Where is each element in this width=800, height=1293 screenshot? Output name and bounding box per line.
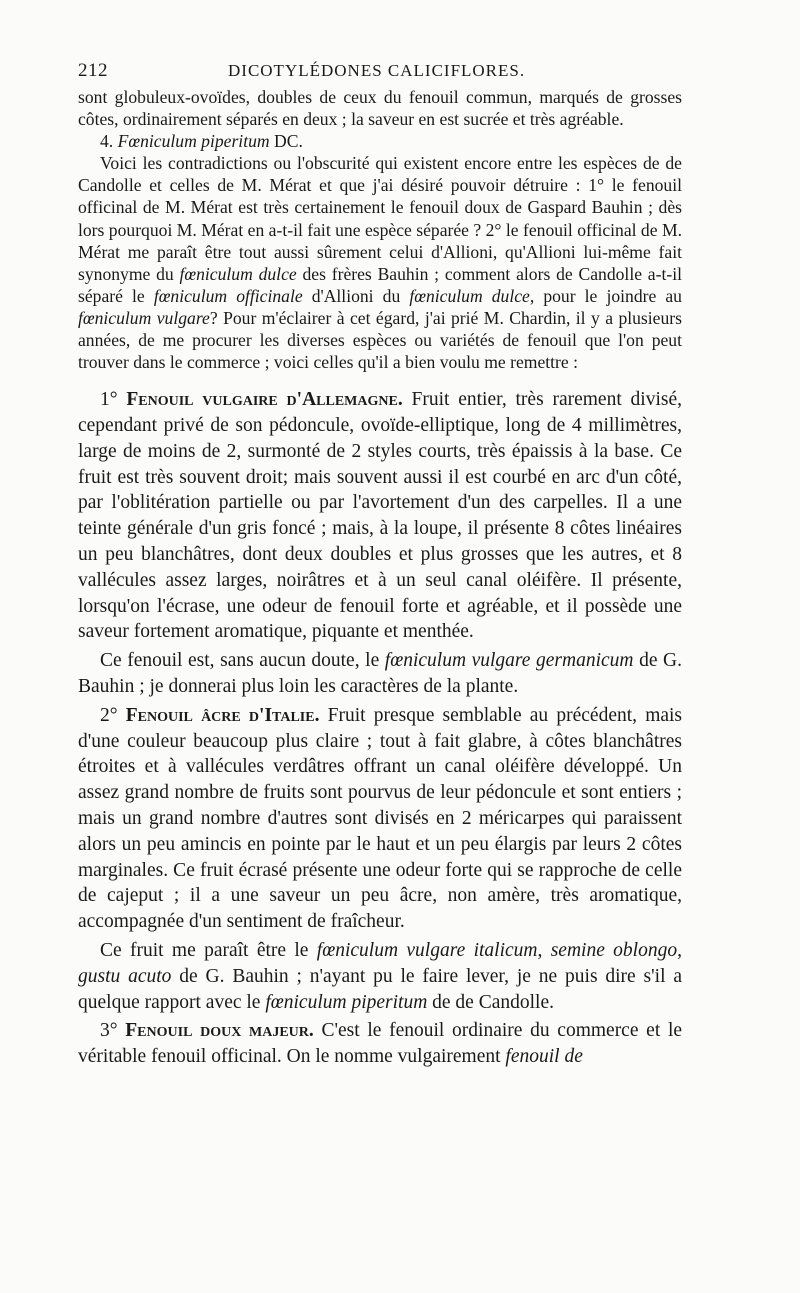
text-run: , pour le joindre au [529, 285, 682, 306]
text-run: Fruit presque semblable au précédent, mais d'une couleur beaucoup plus claire ; tout à fait glabre, à côtes blanchâtres étroites et à vallécules verdâtres offrant un canal oléifère développé. Un assez grand nombre de fruits sont pourvus de leur pédoncule et sont entiers ; mais un grand nombre d'autres sont divisés en 2 méricarpes qui paraissent alors un peu amincis en pointe par le haut et un peu élargis par leurs 2 côtes marginales. Ce fruit écrasé présente une odeur forte qui se rapproche de celle de cajeput ; il a une saveur un peu âcre, non amère, très aromatique, accompagnée d'un sentiment de fraîcheur. [78, 704, 683, 933]
latin-name: fœniculum officinale [153, 285, 303, 306]
section-title: DICOTYLÉDONES CALICIFLORES. [228, 61, 526, 80]
item-number: 2° [100, 704, 118, 726]
text-run: ? Pour m'éclairer à cet égard, j'ai prié M. Chardin, il y a plusieurs années, de me procurer les diverses espèces ou variétés de fenouil que l'on peut trouver dans le commerce ; voici celles qu'il a bien voulu me remettre : [78, 307, 682, 373]
species-name: Fœniculum piperitum [117, 131, 270, 152]
species-number: 4. [100, 131, 114, 152]
latin-name: fœniculum vulgare germanicum [384, 650, 634, 672]
text-run: Ce fenouil est, sans aucun doute, le [100, 650, 385, 672]
paragraph-contradictions [78, 152, 682, 373]
small-print-block [78, 86, 682, 373]
text-run: d'Allioni du [302, 285, 410, 306]
item-heading: Fenouil âcre d'Italie. [125, 704, 320, 726]
paragraph-continued: sont globuleux-ovoïdes, doubles de ceux du fenouil commun, marqués de grosses côtes, ordinairement séparés en deux ; la saveur en est sucrée et très agréable. [78, 87, 682, 130]
item-number: 3° [100, 1020, 118, 1042]
paragraph-fenouil-vulgaire [78, 387, 682, 645]
latin-name: fœniculum dulce [179, 263, 297, 284]
text-run: Ce fruit me paraît être le [100, 939, 317, 961]
text-run: de G. Bauhin ; n'ayant pu le faire lever, je ne puis dire s'il a quelque rapport avec le [78, 965, 682, 1013]
species-author: DC. [274, 131, 303, 152]
text-run: Fruit entier, très rarement divisé, cependant privé de son pédoncule, ovoïde-elliptique, long de 4 millimètres, large de moins de 2, surmonté de 2 styles courts, très épaissis à la base. Ce fruit est très souvent droit; mais souvent aussi il est courbé en arc d'un côté, par l'oblitération partielle ou par l'avortement d'un des carpelles. Il a une teinte générale d'un gris foncé ; mais, à la loupe, il présente 8 côtes linéaires un peu blanchâtres, dont deux doubles et plus grosses que les autres, et 8 vallécules assez larges, noirâtres et à un seul canal oléifère. Il présente, lorsqu'on l'écrase, une odeur de fenouil forte et agréable, et il possède une saveur fortement aromatique, piquante et menthée. [78, 389, 682, 643]
large-print-block [78, 387, 682, 1070]
latin-name: fœniculum piperitum [265, 991, 428, 1013]
paragraph-fenouil-acre [78, 703, 682, 935]
book-page [78, 60, 682, 1073]
text-run: de de Candolle. [427, 991, 554, 1013]
item-number: 1° [100, 389, 118, 411]
text-run: de G. Bauhin ; je donnerai plus loin les caractères de la plante. [78, 650, 682, 697]
paragraph-fenouil-doux [78, 1018, 682, 1070]
paragraph-fenouil-acre-note [78, 938, 682, 1015]
text-run: C'est le fenouil ordinaire du commerce et le véritable fenouil officinal. On le nomme vulgairement [78, 1020, 683, 1068]
page-number: 212 [78, 60, 108, 81]
species-heading [78, 130, 682, 152]
latin-name: fenouil de [505, 1046, 583, 1068]
paragraph-fenouil-vulgaire-note [78, 648, 682, 700]
latin-name: fœniculum vulgare italicum, semine oblongo, gustu acuto [78, 939, 682, 987]
running-head [78, 60, 682, 86]
latin-name: fœniculum dulce [409, 285, 530, 306]
text-run: Voici les contradictions ou l'obscurité qui existent encore entre les espèces de de Candolle et celles de M. Mérat et que j'ai désiré pouvoir détruire : 1° le fenouil officinal de M. Mérat est très certainement le fenouil doux de Gaspard Bauhin ; dès lors pourquoi M. Mérat en a-t-il fait une espèce séparée ? 2° le fenouil officinal de M. Mérat me paraît être tout aussi sûrement celui d'Allioni, qu'Allioni lui-même fait synonyme du [78, 153, 682, 284]
item-heading: Fenouil vulgaire d'Allemagne. [126, 389, 403, 411]
latin-name: fœniculum vulgare [78, 307, 210, 328]
item-heading: Fenouil doux majeur. [125, 1020, 314, 1042]
text-run: des frères Bauhin ; comment alors de Candolle a-t-il séparé le [78, 263, 682, 306]
